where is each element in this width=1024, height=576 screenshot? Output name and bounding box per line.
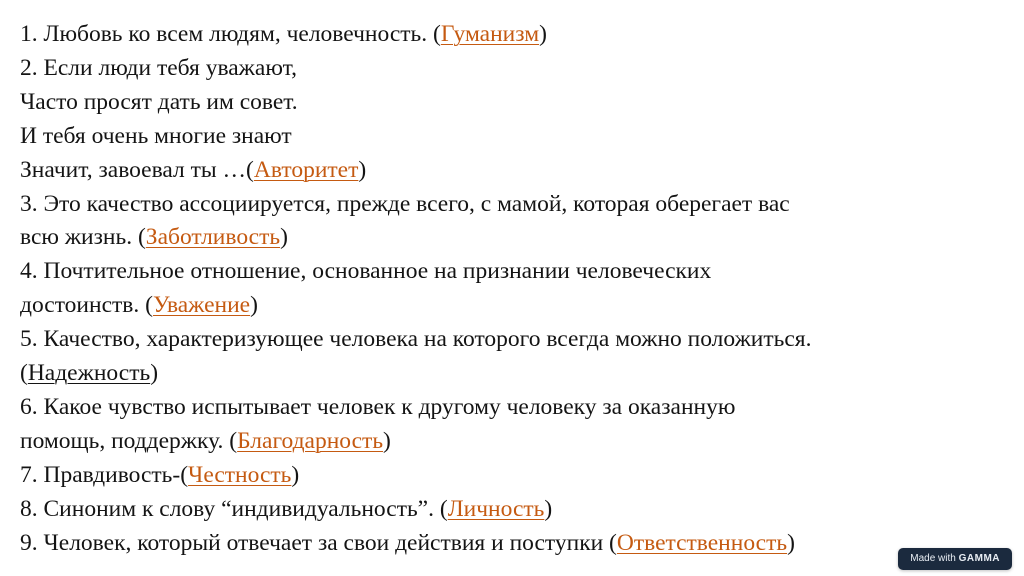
item-4-text: достоинств. ( <box>20 292 153 319</box>
item-2-line-2 <box>20 86 1010 120</box>
badge-prefix: Made with <box>910 553 956 564</box>
item-6-text: помощь, поддержку. ( <box>20 427 238 454</box>
closing-paren: ) <box>150 360 159 387</box>
item-3-text: всю жизнь. ( <box>20 224 146 251</box>
closing-paren: ) <box>358 156 367 183</box>
answer-link-personality[interactable]: Личность <box>447 495 545 522</box>
item-2-text: Часто просят дать им совет. <box>20 88 298 115</box>
item-6-text: 6. Какое чувство испытывает человек к другому человеку за оказанную <box>20 393 736 420</box>
closing-paren: ) <box>544 495 553 522</box>
gamma-logo-text: GAMMA <box>958 553 1000 564</box>
closing-paren: ) <box>787 529 795 556</box>
item-8-line-1 <box>20 493 1010 527</box>
item-3-text: 3. Это качество ассоциируется, прежде всего, с мамой, которая оберегает вас <box>20 190 790 217</box>
answer-link-respect[interactable]: Уважение <box>152 292 251 319</box>
item-2-text: Значит, завоевал ты …( <box>20 156 254 183</box>
item-3-line-2 <box>20 221 1010 255</box>
item-2-line-1 <box>20 52 1010 86</box>
item-2-text: 2. Если люди тебя уважают, <box>20 54 297 81</box>
answer-link-responsibility[interactable]: Ответственность <box>616 529 788 556</box>
closing-paren: ) <box>383 427 391 454</box>
answer-link-authority[interactable]: Авторитет <box>253 156 359 183</box>
item-5-line-2 <box>20 357 1010 391</box>
item-7-line-1 <box>20 459 1010 493</box>
answer-link-care[interactable]: Заботливость <box>145 224 281 251</box>
item-2-line-4 <box>20 154 1010 188</box>
item-4-line-2 <box>20 289 1010 323</box>
made-with-gamma-badge[interactable] <box>898 548 1012 570</box>
closing-paren: ) <box>250 292 258 319</box>
answer-link-humanism[interactable]: Гуманизм <box>440 21 540 47</box>
item-1-text: 1. Любовь ко всем людям, человечность. ( <box>20 21 441 47</box>
item-3-line-1 <box>20 188 1010 222</box>
item-6-line-1 <box>20 391 1010 425</box>
answer-reliability: Надежность <box>27 360 151 387</box>
item-2-text: И тебя очень многие знают <box>20 122 292 149</box>
closing-paren: ) <box>280 224 288 251</box>
item-5-text: 5. Качество, характеризующее человека на которого всегда можно положиться. <box>20 326 812 353</box>
item-7-text: 7. Правдивость-( <box>20 461 189 488</box>
item-1-line-1 <box>20 18 1010 52</box>
item-2-line-3 <box>20 120 1010 154</box>
item-9-text: 9. Человек, который отвечает за свои действия и поступки ( <box>20 529 617 556</box>
item-5-text: ( <box>20 360 28 387</box>
item-4-text: 4. Почтительное отношение, основанное на признании человеческих <box>20 258 712 285</box>
item-6-line-2 <box>20 425 1010 459</box>
question-list <box>20 18 1010 561</box>
item-9-line-1 <box>20 527 1010 561</box>
answer-link-honesty[interactable]: Честность <box>188 461 292 488</box>
item-4-line-1 <box>20 255 1010 289</box>
item-5-line-1 <box>20 323 1010 357</box>
answer-link-gratitude[interactable]: Благодарность <box>237 427 384 454</box>
item-8-text: 8. Синоним к слову “индивидуальность”. ( <box>20 495 448 522</box>
closing-paren: ) <box>539 21 547 47</box>
closing-paren: ) <box>291 461 300 488</box>
